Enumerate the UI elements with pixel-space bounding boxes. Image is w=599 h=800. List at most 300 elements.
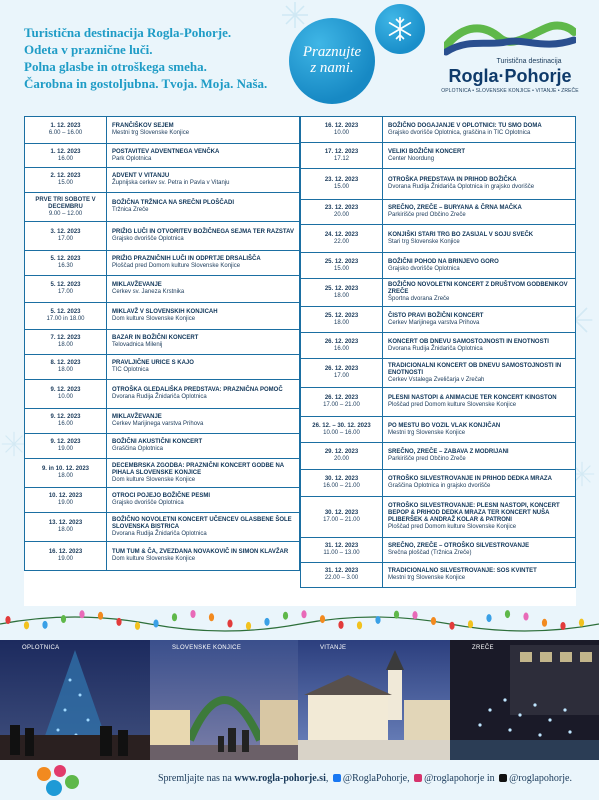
event-date: 31. 12. 2023 — [324, 543, 359, 549]
light-bulb — [24, 621, 29, 629]
light-bulb — [209, 613, 214, 621]
event-desc-cell — [383, 225, 575, 252]
event-location: Dom kulture Slovenske Konjice — [112, 556, 196, 562]
event-row — [300, 388, 576, 417]
light-bulb — [301, 610, 306, 618]
events-column-left — [24, 116, 300, 606]
logo-dots-icon — [32, 764, 92, 798]
intro-line: Odeta v praznične luči. — [24, 42, 153, 57]
event-time: 17.00 – 21.00 — [323, 517, 360, 523]
event-desc-cell — [107, 222, 299, 250]
event-date-cell — [301, 253, 383, 278]
event-title: POSTAVITEV ADVENTNEGA VENČKA — [112, 148, 220, 155]
event-time: 19.00 — [57, 500, 73, 506]
light-bulb — [431, 617, 436, 625]
event-time: 19.00 — [57, 446, 73, 452]
event-row — [300, 225, 576, 253]
event-time: 17.00 — [333, 373, 349, 379]
event-desc-cell — [383, 443, 575, 469]
event-title: SREČNO, ZREČE – OTROŠKO SILVESTROVANJE — [388, 543, 530, 549]
event-title: OTROŠKO SILVESTROVANJE IN PRIHOD DEDKA MRAZA — [388, 476, 552, 482]
lights-wire — [0, 617, 599, 631]
event-desc-cell — [383, 538, 575, 562]
event-desc-cell — [107, 330, 299, 354]
tiktok-icon — [499, 774, 507, 782]
event-title: OTROCI POJEJO BOŽIČNE PESMI — [112, 493, 211, 499]
snowflake-bubble — [375, 4, 425, 54]
event-location: Ploščad pred Domom kulture Slovenske Konjice — [112, 263, 241, 269]
instagram-icon — [414, 774, 422, 782]
light-bulb — [320, 615, 325, 623]
event-date: 3. 12. 2023 — [50, 229, 81, 235]
event-location: Graščina Oplotnica in grajsko dvorišče — [388, 483, 491, 489]
event-time: 19.00 — [57, 556, 73, 562]
event-row — [24, 355, 300, 380]
intro-line: Polna glasbe in otroškega smeha. — [24, 59, 207, 74]
facebook-icon — [333, 774, 341, 782]
event-date-cell — [301, 497, 383, 537]
event-desc-cell — [107, 193, 299, 221]
header — [0, 0, 599, 112]
event-location: Dvorana Rudija Žnidariča Oplotnica — [112, 530, 207, 537]
event-time: 17.00 — [57, 289, 73, 295]
event-date: 9. 12. 2023 — [50, 414, 81, 420]
event-desc-cell — [383, 563, 575, 587]
snowflake-icon — [387, 16, 413, 42]
event-time: 20.00 — [333, 456, 349, 462]
event-row — [300, 359, 576, 388]
light-bulb — [449, 622, 454, 630]
light-bulb — [98, 612, 103, 620]
photo-label: VITANJE — [320, 645, 347, 651]
event-row — [300, 253, 576, 279]
event-title: SREČNO, ZREČE – ZABAVA Z MODRIJANI — [388, 449, 509, 455]
event-title: OTROŠKA PREDSTAVA IN PRIHOD BOŽIČKA — [388, 177, 517, 183]
light-bulb — [468, 620, 473, 628]
event-row — [300, 497, 576, 538]
event-date: 24. 12. 2023 — [324, 231, 359, 238]
footer-facebook-link[interactable]: @RoglaPohorje — [342, 773, 408, 784]
event-desc-cell — [383, 417, 575, 442]
event-date: 29. 12. 2023 — [324, 449, 359, 455]
event-title: BOŽIČNO DOGAJANJE V OPLOTNICI: TU SMO DOMA — [388, 122, 542, 129]
event-row — [300, 563, 576, 588]
event-date-cell — [301, 307, 383, 332]
light-bulb — [560, 622, 565, 630]
event-location: Dom kulture Slovenske Konjice — [112, 476, 196, 483]
event-desc-cell — [107, 355, 299, 379]
light-bulb — [172, 613, 177, 621]
event-date: 16. 12. 2023 — [48, 549, 83, 555]
event-date-cell — [25, 193, 107, 221]
event-desc-cell — [107, 117, 299, 143]
footer-sep: in — [484, 773, 498, 784]
event-desc-cell — [107, 513, 299, 541]
event-desc-cell — [107, 168, 299, 192]
event-date-cell — [25, 222, 107, 250]
event-time: 15.00 — [333, 265, 349, 272]
event-date-cell — [301, 443, 383, 469]
event-desc-cell — [107, 276, 299, 302]
event-date: 1. 12. 2023 — [50, 123, 81, 129]
event-row — [24, 542, 300, 571]
event-location: Grajsko dvorišče Oplotnica — [112, 236, 184, 242]
event-date: 5. 12. 2023 — [50, 309, 81, 315]
event-date: PRVE TRI SOBOTE V DECEMBRU — [35, 196, 96, 210]
event-date: 5. 12. 2023 — [50, 282, 81, 288]
event-time: 6.00 – 16.00 — [48, 130, 83, 136]
event-title: TRADICIONALNO SILVESTROVANJE: SOS KVINTET — [388, 568, 537, 574]
event-location: Grajsko dvorišče Oplotnica, graščina in TIC Oplotnica — [388, 129, 531, 136]
photo-oplotnica — [0, 640, 150, 760]
event-time: 10.00 — [57, 394, 73, 400]
event-date-cell — [301, 388, 383, 416]
event-desc-cell — [383, 333, 575, 358]
photo-label: SLOVENSKE KONJICE — [172, 645, 242, 651]
photo-label: OPLOTNICA — [22, 645, 60, 651]
event-location: Mestni trg Slovenske Konjice — [112, 130, 190, 136]
event-title: ADVENT V VITANJU — [112, 173, 170, 179]
event-location: Cerkev sv. Janeza Krstnika — [112, 289, 185, 295]
event-date-cell — [301, 470, 383, 496]
event-date: 9. 12. 2023 — [50, 439, 81, 445]
event-date-cell — [301, 143, 383, 168]
light-bulb — [375, 616, 380, 624]
event-row — [300, 116, 576, 143]
event-row — [300, 470, 576, 497]
event-title: PRAVLJIČNE URICE S KAJO — [112, 360, 194, 366]
light-bulb — [153, 620, 158, 628]
event-desc-cell — [383, 388, 575, 416]
event-row — [300, 143, 576, 169]
event-location: Športna dvorana Zreče — [388, 296, 450, 302]
event-time: 16.30 — [57, 263, 73, 269]
event-desc-cell — [383, 253, 575, 278]
event-location: Cerkev Vstalega Zveličarja v Zrečah — [388, 376, 485, 383]
event-row — [24, 488, 300, 513]
event-time: 16.00 — [57, 421, 73, 427]
event-date-cell — [301, 279, 383, 306]
events-column-right — [300, 116, 576, 606]
event-time: 16.00 — [333, 345, 349, 352]
string-lights — [0, 606, 599, 642]
event-date: 26. 12. – 30. 12. 2023 — [312, 422, 371, 429]
event-date-cell — [25, 303, 107, 329]
event-row — [300, 538, 576, 563]
event-title: KONJIŠKI STARI TRG BO ZASIJAL V SOJU SVEČK — [388, 231, 534, 238]
event-time: 17.00 – 21.00 — [323, 402, 360, 408]
event-date-cell — [301, 359, 383, 387]
event-title: PRIŽIG LUČI IN OTVORITEV BOŽIČNEGA SEJMA TER RAZSTAV — [112, 229, 295, 235]
event-desc-cell — [107, 459, 299, 487]
event-desc-cell — [383, 169, 575, 199]
light-bulb — [394, 611, 399, 619]
event-time: 18.00 — [57, 527, 73, 533]
event-title: DECEMBRSKA ZGODBA: PRAZNIČNI KONCERT GODBE NA PIHALA SLOVENSKE KONJICE — [112, 462, 284, 476]
event-date: 1. 12. 2023 — [50, 148, 81, 155]
event-location: Cerkev Marijinega varstva Prihova — [388, 319, 480, 326]
event-title: OTROŠKA GLEDALIŠKA PREDSTAVA: PRAZNIČNA POMOČ — [112, 387, 283, 393]
event-title: BOŽIČNI POHOD NA BRINJEVO GORO — [388, 258, 499, 265]
footer-prefix: Spremljajte nas na — [158, 773, 235, 784]
event-date: 9. in 10. 12. 2023 — [41, 466, 90, 472]
event-location: Dvorana Rudija Žnidariča Oplotnica — [388, 345, 483, 352]
event-time: 17.12 — [333, 155, 349, 162]
event-row — [24, 303, 300, 330]
event-date: 30. 12. 2023 — [324, 510, 359, 516]
event-time: 10.00 – 16.00 — [323, 429, 360, 436]
event-title: OTROŠKO SILVESTROVANJE: PLESNI NASTOPI, KONCERT BEPOP & PRIHOD DEDKA MRAZA TER KONCERT NUŠA PLIBERŠEK & ANDRAŽ KOLAR & PATRONI — [388, 503, 560, 523]
event-date-cell — [25, 459, 107, 487]
event-row — [24, 513, 300, 542]
event-date-cell — [25, 144, 107, 167]
event-date: 26. 12. 2023 — [324, 395, 359, 401]
event-time: 22.00 – 3.00 — [324, 575, 359, 581]
light-bulb — [190, 610, 195, 618]
logo-name: Rogla·Pohorje — [448, 66, 572, 86]
event-row — [24, 409, 300, 434]
footer-sep: , — [407, 773, 413, 784]
event-time: 17.00 — [57, 236, 73, 242]
photo-vitanje — [298, 640, 450, 760]
event-title: SREČNO, ZREČE – BURYANA & ČRNA MAČKA — [388, 205, 522, 211]
event-row — [24, 251, 300, 276]
intro-line: Čarobna in gostoljubna. Tvoja. Moja. Naša. — [24, 76, 268, 91]
light-bulb — [523, 613, 528, 621]
event-location: Graščina Oplotnica — [112, 446, 164, 452]
event-date: 23. 12. 2023 — [324, 205, 359, 211]
event-location: Parkirišče pred Občino Zreče — [388, 456, 466, 462]
event-row — [24, 434, 300, 459]
event-title: MIKLAVŽEVANJE — [112, 282, 162, 288]
event-title: TRADICIONALNI KONCERT OB DNEVU SAMOSTOJNOSTI IN ENOTNOSTI — [388, 362, 562, 376]
event-title: BOŽIČNO NOVOLETNI KONCERT Z DRUŠTVOM GODBENIKOV ZREČE — [388, 282, 568, 295]
event-title: PO MESTU BO VOZIL VLAK KONJIČAN — [388, 422, 501, 429]
event-date: 8. 12. 2023 — [50, 360, 81, 366]
event-row — [24, 193, 300, 222]
event-date: 31. 12. 2023 — [324, 568, 359, 574]
event-desc-cell — [383, 497, 575, 537]
event-date-cell — [25, 434, 107, 458]
event-location: Mestni trg Slovenske Konjice — [388, 429, 466, 436]
event-date: 10. 12. 2023 — [48, 493, 83, 499]
event-desc-cell — [107, 542, 299, 570]
event-date-cell — [301, 538, 383, 562]
event-date-cell — [301, 117, 383, 142]
light-bulb — [5, 616, 10, 624]
event-row — [300, 169, 576, 200]
event-row — [24, 276, 300, 303]
event-location: Župnijska cerkev sv. Petra in Pavla v Vitanju — [112, 180, 230, 186]
footer — [0, 760, 599, 800]
event-desc-cell — [107, 380, 299, 408]
event-date-cell — [301, 333, 383, 358]
event-date: 26. 12. 2023 — [324, 338, 359, 345]
footer-follow-text — [158, 773, 572, 784]
event-date-cell — [25, 117, 107, 143]
event-title: PLESNI NASTOPI & ANIMACIJE TER KONCERT KINGSTON — [388, 395, 557, 401]
event-location: Tržnica Zreče — [112, 207, 149, 213]
event-location: Grajsko dvorišče Oplotnica — [388, 265, 460, 272]
footer-instagram-link[interactable]: @roglapohorje — [424, 773, 485, 784]
light-bulb — [246, 622, 251, 630]
event-title: BOŽIČNO NOVOLETNI KONCERT UČENCEV GLASBENE ŠOLE SLOVENSKA BISTRICA — [112, 516, 292, 530]
intro-text — [24, 24, 294, 92]
event-row — [24, 168, 300, 193]
light-bulb — [42, 621, 47, 629]
event-location: Grajsko dvorišče Oplotnica — [112, 500, 184, 506]
light-bulb — [486, 614, 491, 622]
event-row — [24, 116, 300, 144]
event-desc-cell — [383, 200, 575, 224]
footer-website-link[interactable]: www.rogla-pohorje.si — [234, 773, 326, 784]
event-title: MIKLAVŽEVANJE — [112, 414, 162, 420]
event-date: 25. 12. 2023 — [324, 285, 359, 292]
event-date: 25. 12. 2023 — [324, 312, 359, 319]
light-bulb — [116, 618, 121, 626]
event-date: 16. 12. 2023 — [324, 122, 359, 129]
photo-label: ZREČE — [472, 645, 494, 651]
bubble-line: Praznujte — [302, 44, 362, 60]
event-row — [300, 333, 576, 359]
event-location: Mestni trg Slovenske Konjice — [388, 575, 466, 581]
event-date-cell — [301, 225, 383, 252]
event-desc-cell — [107, 434, 299, 458]
event-date-cell — [25, 380, 107, 408]
event-date-cell — [301, 563, 383, 587]
event-desc-cell — [107, 303, 299, 329]
event-time: 17.00 in 18.00 — [46, 316, 85, 322]
event-date: 25. 12. 2023 — [324, 258, 359, 265]
event-date: 13. 12. 2023 — [48, 520, 83, 526]
event-time: 9.00 – 12.00 — [48, 210, 83, 217]
event-date: 5. 12. 2023 — [50, 256, 81, 262]
intro-line: Turistična destinacija Rogla-Pohorje. — [24, 25, 232, 40]
light-bulb — [61, 615, 66, 623]
event-date: 9. 12. 2023 — [50, 387, 81, 393]
logo-hills-icon — [444, 20, 576, 56]
event-row — [300, 417, 576, 443]
photo-zrece — [450, 640, 599, 760]
photo-strip — [0, 640, 599, 760]
light-bulb — [357, 621, 362, 629]
event-date-cell — [25, 251, 107, 275]
light-bulb — [412, 611, 417, 619]
event-time: 18.00 — [333, 319, 349, 326]
event-title: PRIŽIG PRAZNIČNIH LUČI IN ODPRTJE DRSALIŠČA — [112, 256, 261, 262]
event-title: TUM TUM & ČA, ZVEZDANA NOVAKOVIČ IN SIMON KLAVŽAR — [112, 549, 289, 555]
event-time: 18.00 — [57, 473, 73, 479]
event-location: Dvorana Rudija Žnidariča Oplotnica in grajsko dvorišče — [388, 184, 535, 190]
event-row — [300, 200, 576, 225]
event-location: Ploščad pred Domom kulture Slovenske Konjice — [388, 524, 517, 530]
light-bulb — [338, 621, 343, 629]
event-desc-cell — [383, 359, 575, 387]
event-location: Cerkev Marijinega varstva Prihova — [112, 421, 204, 427]
event-time: 22.00 — [333, 238, 349, 245]
event-date: 30. 12. 2023 — [324, 476, 359, 482]
events-table — [24, 116, 576, 606]
event-date-cell — [301, 200, 383, 224]
event-date-cell — [25, 488, 107, 512]
event-row — [300, 307, 576, 333]
event-location: Srečna ploščad (Tržnica Zreče) — [388, 550, 472, 556]
event-title: KONCERT OB DNEVU SAMOSTOJNOSTI IN ENOTNOSTI — [388, 338, 549, 345]
event-desc-cell — [107, 409, 299, 433]
event-row — [24, 459, 300, 488]
event-date-cell — [301, 169, 383, 199]
footer-tiktok-link[interactable]: @roglapohorje. — [509, 773, 572, 784]
event-desc-cell — [383, 307, 575, 332]
event-time: 20.00 — [333, 212, 349, 218]
event-title: VELIKI BOŽIČNI KONCERT — [388, 148, 466, 155]
light-bulb — [227, 620, 232, 628]
event-desc-cell — [383, 117, 575, 142]
event-date-cell — [25, 330, 107, 354]
event-desc-cell — [107, 144, 299, 167]
event-date: 7. 12. 2023 — [50, 335, 81, 341]
logo-tagline: Turistična destinacija — [496, 58, 562, 65]
event-title: BAZAR IN BOŽIČNI KONCERT — [112, 335, 199, 341]
logo-places: OPLOTNICA • SLOVENSKE KONJICE • VITANJE • ZREČE — [441, 88, 579, 94]
event-row — [300, 443, 576, 470]
light-bulb — [505, 610, 510, 618]
light-bulb — [579, 619, 584, 627]
event-title: BOŽIČNI AKUSTIČNI KONCERT — [112, 439, 203, 445]
event-title: BOŽIČNA TRŽNICA NA SREČNI PLOŠČADI — [112, 200, 234, 206]
event-date-cell — [25, 168, 107, 192]
event-location: Parkirišče pred Občino Zreče — [388, 212, 466, 218]
light-bulb — [264, 618, 269, 626]
event-desc-cell — [107, 251, 299, 275]
event-desc-cell — [383, 470, 575, 496]
event-location: Ploščad pred Domom kulture Slovenske Konjice — [388, 402, 517, 408]
event-time: 18.00 — [57, 342, 73, 348]
event-time: 18.00 — [333, 292, 349, 299]
event-time: 18.00 — [57, 367, 73, 373]
event-desc-cell — [383, 279, 575, 306]
event-title: ČISTO PRAVI BOŽIČNI KONCERT — [388, 312, 484, 319]
bubble-line: z nami. — [310, 60, 354, 76]
event-date-cell — [25, 513, 107, 541]
event-desc-cell — [107, 488, 299, 512]
photo-slovenske-konjice — [150, 640, 298, 760]
event-location: Telovadnica Milenij — [112, 342, 163, 348]
event-date-cell — [25, 409, 107, 433]
event-date: 2. 12. 2023 — [50, 173, 81, 179]
event-title: FRANČIŠKOV SEJEM — [112, 123, 174, 129]
event-time: 11.00 – 13.00 — [323, 550, 360, 556]
event-desc-cell — [383, 143, 575, 168]
event-date-cell — [301, 417, 383, 442]
event-location: Stari trg Slovenske Konjice — [388, 238, 460, 245]
event-time: 15.00 — [333, 184, 349, 190]
event-location: Park Oplotnica — [112, 155, 152, 162]
event-row — [24, 222, 300, 251]
event-title: MIKLAVŽ V SLOVENSKIH KONJICAH — [112, 309, 218, 315]
event-date-cell — [25, 276, 107, 302]
event-time: 16.00 — [57, 155, 73, 162]
event-row — [24, 144, 300, 168]
event-time: 10.00 — [333, 129, 349, 136]
footer-sep: , — [325, 773, 331, 784]
light-bulb — [283, 612, 288, 620]
event-date-cell — [25, 355, 107, 379]
event-location: Dvorana Rudija Žnidariča Oplotnica — [112, 394, 207, 400]
light-bulb — [79, 610, 84, 618]
event-row — [24, 380, 300, 409]
event-location: TIC Oplotnica — [112, 367, 149, 373]
